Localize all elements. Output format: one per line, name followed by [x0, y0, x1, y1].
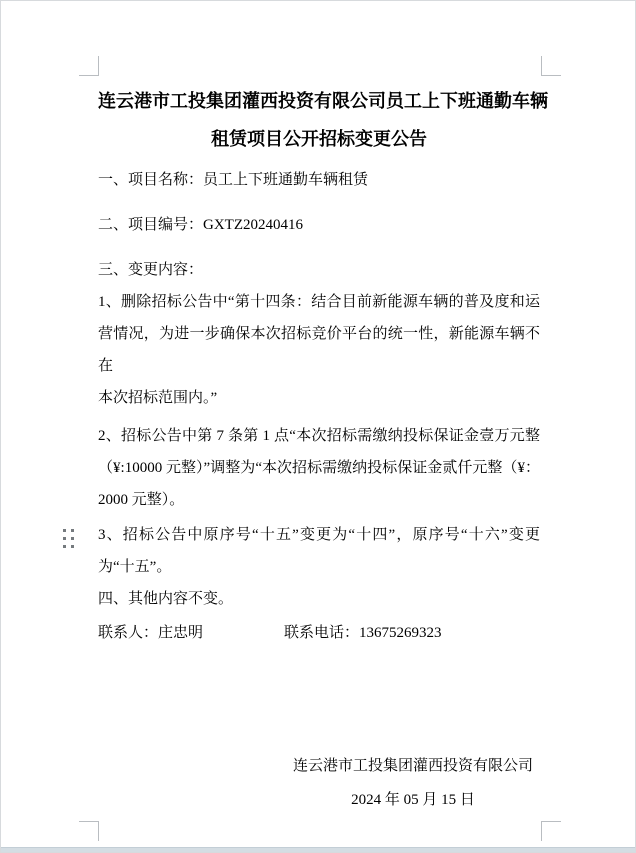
signoff-block	[278, 749, 548, 817]
contact-person: 联系人：庄忠明	[98, 625, 204, 641]
dot	[63, 545, 66, 548]
dot	[71, 529, 74, 532]
item-change-heading: 三、变更内容：	[98, 262, 204, 278]
signoff-date: 2024 年 05 月 15 日	[351, 792, 475, 808]
change-1-line-2: 营情况，为进一步确保本次招标竞价平台的统一性，新能源车辆不在	[98, 326, 540, 374]
document-content	[98, 76, 548, 817]
change-3-line-2: 为“十五”。	[98, 559, 172, 575]
document-title	[98, 82, 548, 158]
change-3-line-1: 3、招标公告中原序号“十五”变更为“十四”，原序号“十六”变更	[98, 527, 540, 543]
margin-crop-mark-bottom-left	[79, 821, 99, 841]
object-anchor-handle[interactable]	[63, 529, 74, 548]
change-2-line-1: 2、招标公告中第 7 条第 1 点“本次招标需缴纳投标保证金壹万元整	[98, 428, 540, 444]
dot	[63, 537, 66, 540]
contact-phone: 联系电话：13675269323	[284, 625, 442, 641]
item-project-number: 二、项目编号：GXTZ20240416	[98, 217, 303, 233]
page-bottom-edge	[1, 847, 635, 852]
title-line-2: 租赁项目公开招标变更公告	[211, 129, 427, 149]
margin-crop-mark-top-left	[79, 56, 99, 76]
dot	[63, 529, 66, 532]
change-2-line-2: （¥:10000 元整）”调整为“本次招标需缴纳投标保证金贰仟元整（¥：	[98, 460, 540, 476]
item-project-name: 一、项目名称：员工上下班通勤车辆租赁	[98, 172, 369, 188]
signoff-company: 连云港市工投集团灌西投资有限公司	[292, 758, 533, 774]
dot	[71, 537, 74, 540]
contact-row	[98, 617, 540, 649]
title-line-1: 连云港市工投集团灌西投资有限公司员工上下班通勤车辆	[98, 91, 548, 111]
margin-crop-mark-bottom-right	[541, 821, 561, 841]
change-1-line-3: 本次招标范围内。”	[98, 390, 218, 406]
item-other-unchanged: 四、其他内容不变。	[98, 591, 234, 607]
dot	[71, 545, 74, 548]
change-1-line-1: 1、删除招标公告中“第十四条：结合目前新能源车辆的普及度和运	[98, 294, 540, 310]
margin-crop-mark-top-right	[541, 56, 561, 76]
change-2-line-3: 2000 元整）。	[98, 492, 185, 508]
